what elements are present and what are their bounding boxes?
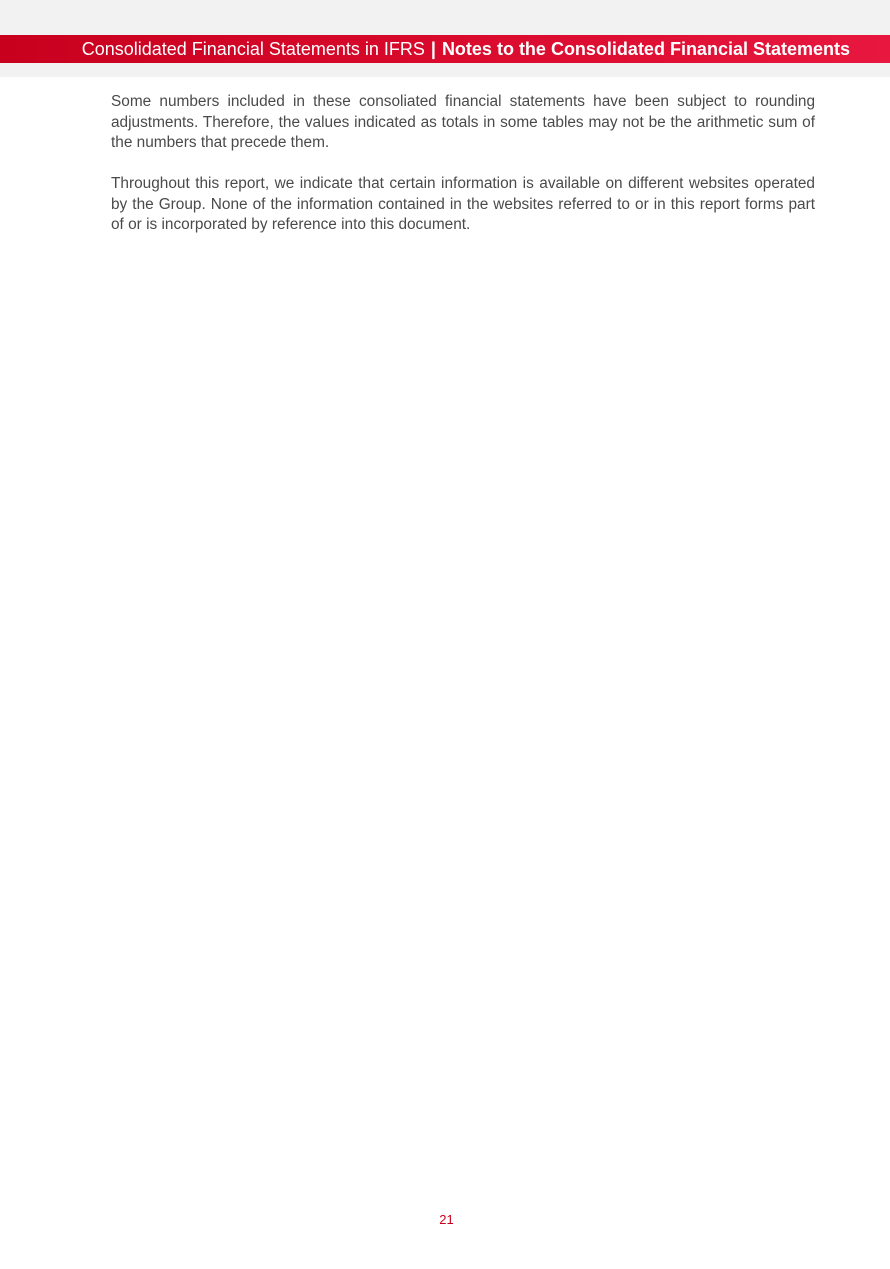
- paragraph-websites-note: Throughout this report, we indicate that certain information is available on different websites operated by the Group. None of the information contained in the websites referred to or in this report forms part of or is incorporated by reference into this document.: [111, 175, 815, 233]
- running-header: [0, 35, 890, 63]
- header-separator: |: [430, 38, 436, 59]
- header-underband: [0, 63, 890, 77]
- page-number: 21: [439, 1212, 454, 1227]
- body-text: [111, 92, 815, 256]
- header-section-title: Consolidated Financial Statements in IFRS: [81, 38, 425, 59]
- top-margin: [0, 0, 890, 35]
- header-chapter-title: Notes to the Consolidated Financial Statements: [441, 38, 850, 59]
- paragraph-rounding-note: Some numbers included in these consoliated financial statements have been subject to rounding adjustments. Therefore, the values indicated as totals in some tables may not be the arithmetic sum of the numbers that precede them.: [111, 93, 815, 151]
